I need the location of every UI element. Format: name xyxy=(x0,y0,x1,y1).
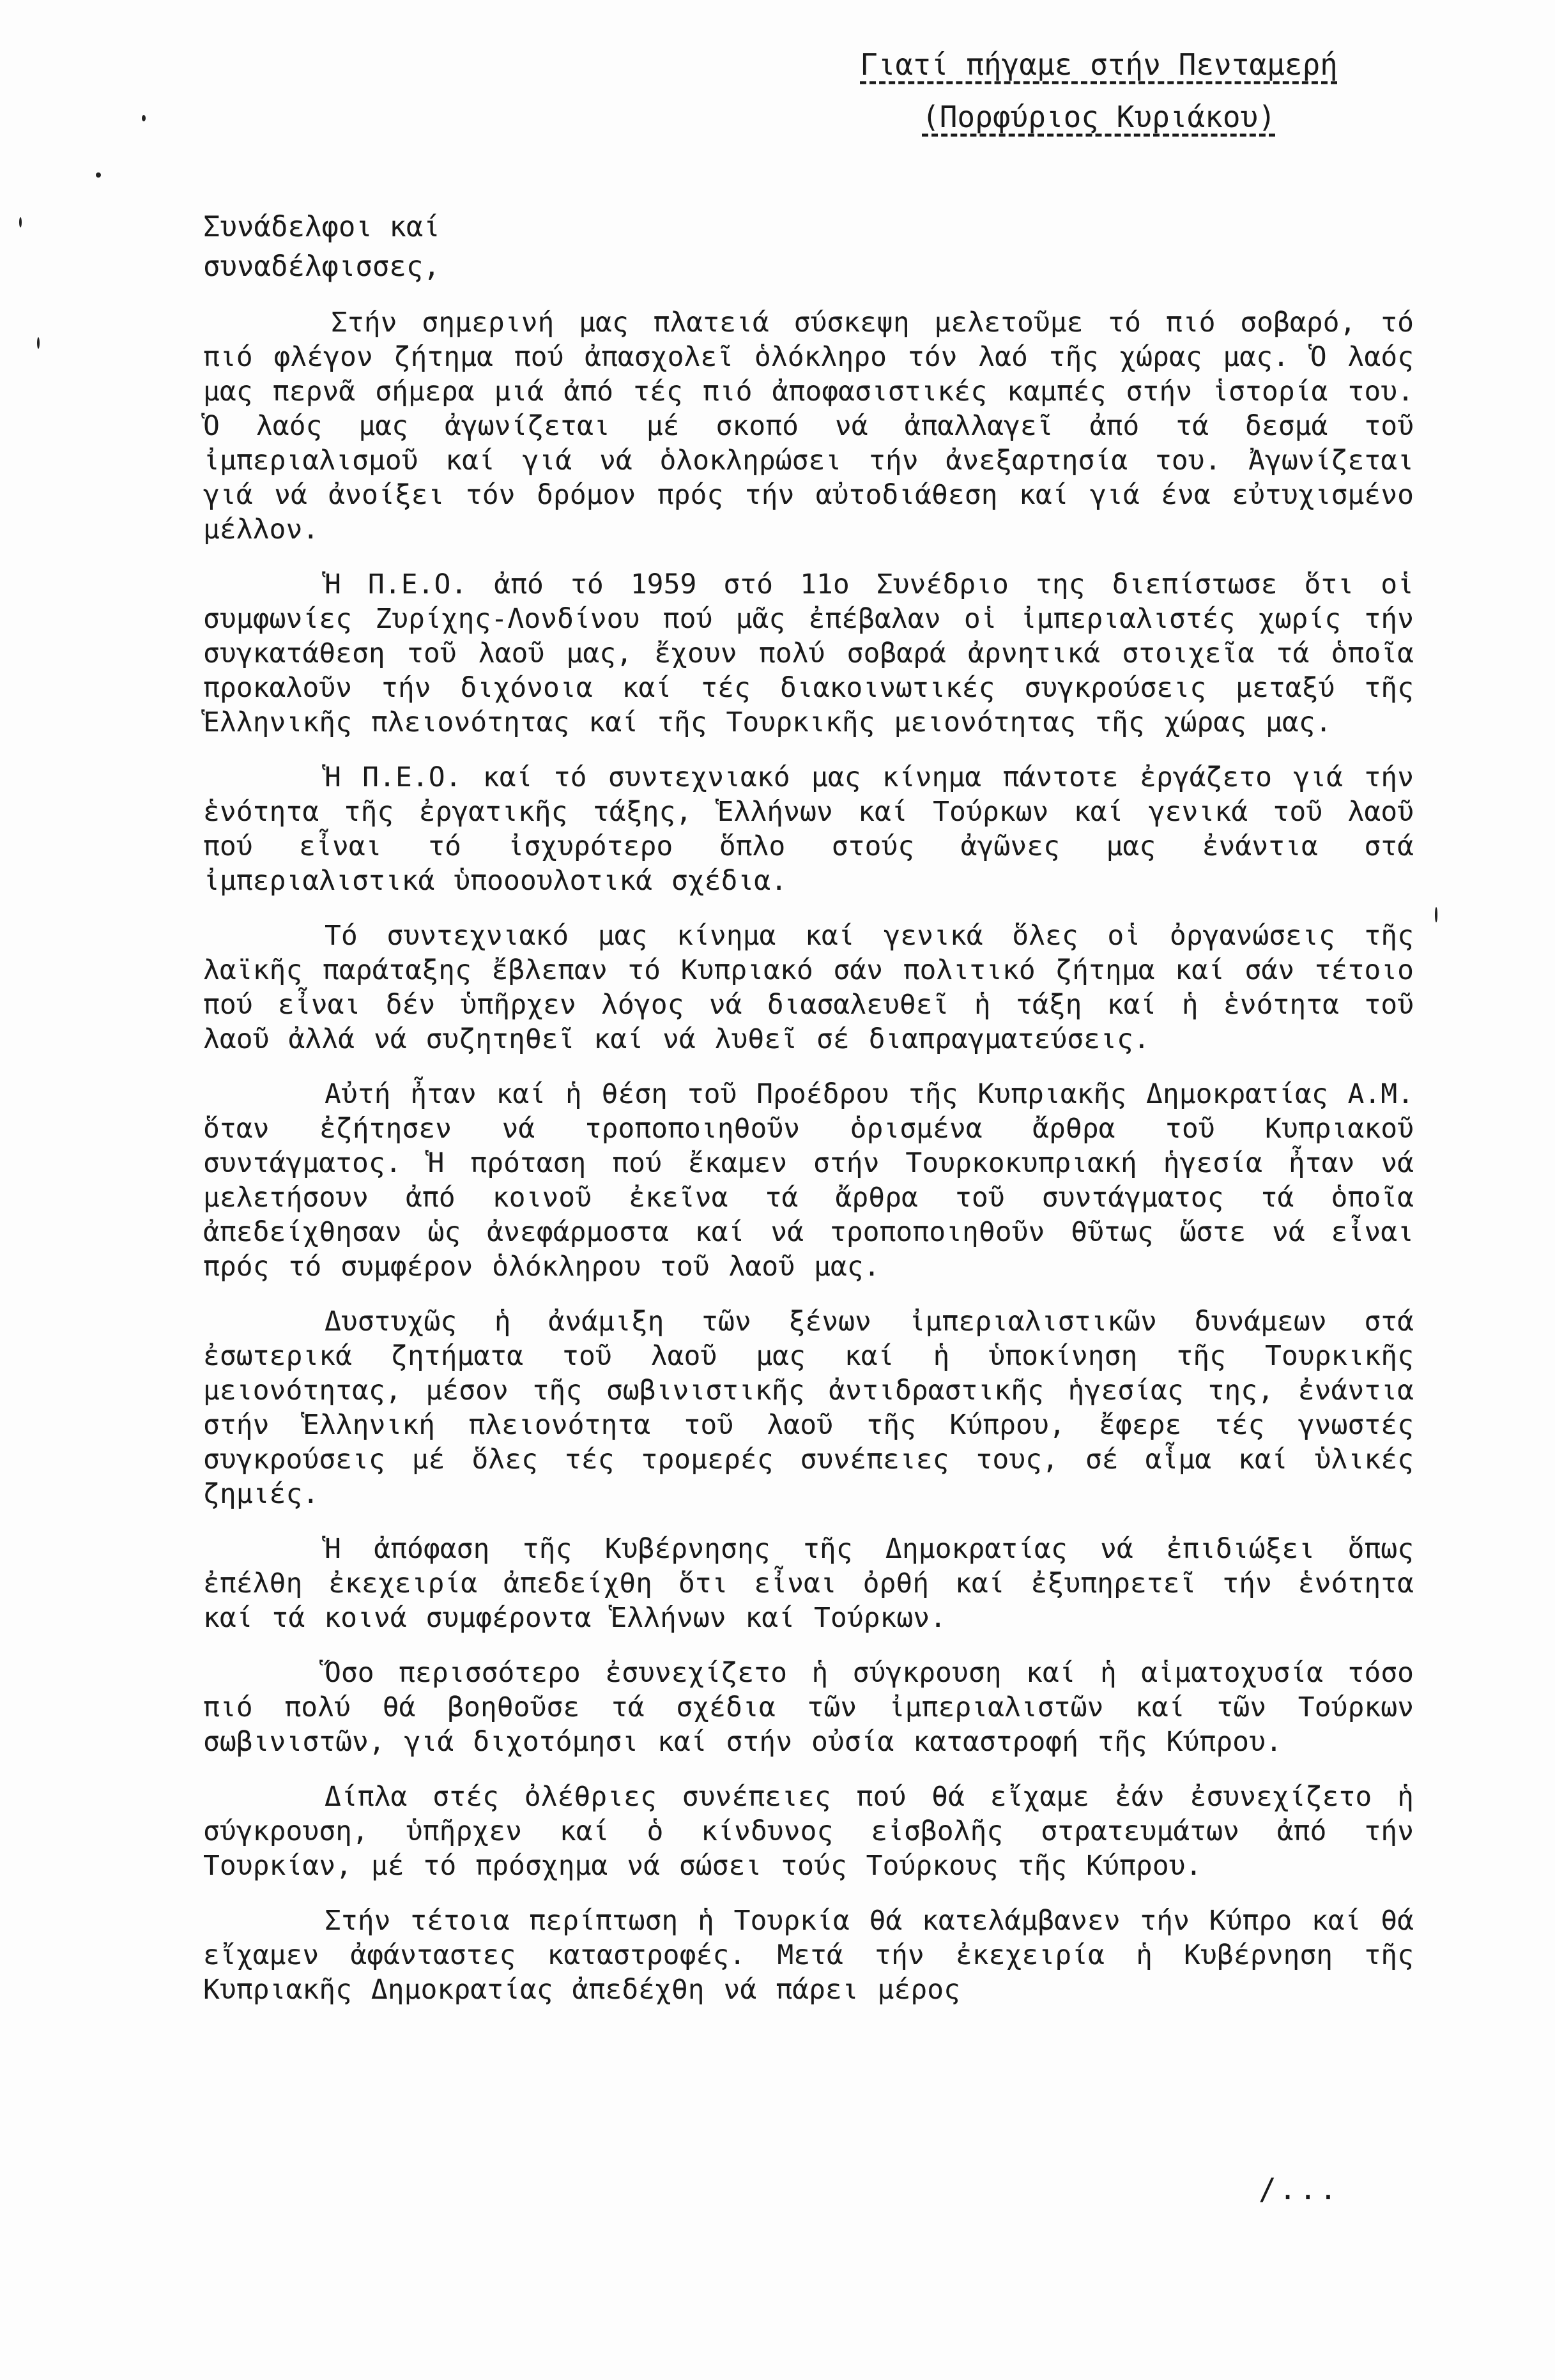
continuation-mark: /... xyxy=(1259,2172,1340,2206)
paragraph: Ἡ ἀπόφαση τῆς Κυβέρνησης τῆς Δημοκρατίας νά ἐπιδιώξει ὅπως ἐπέλθη ἐκεχειρία ἀπεδείχθη ὅτι εἶναι ὀρθή καί ἐξυπηρετεῖ τήν ἑνότητα καί τά κοινά συμφέροντα Ἑλλήνων καί Τούρκων. xyxy=(203,1533,1414,1634)
paragraph: Στήν σημερινή μας πλατειά σύσκεψη μελετοῦμε τό πιό σοβαρό, τό πιό φλέγον ζήτημα πού ἀπασχολεῖ ὁλόκληρο τόν λαό τῆς χώρας μας. Ὁ λαός μας περνᾶ σήμερα μιά ἀπό τές πιό ἀποφασιστικές καμπές στήν ἱστορία του. Ὁ λαός μας ἀγωνίζεται μέ σκοπό νά ἀπαλλαγεῖ ἀπό τά δεσμά τοῦ ἰμπεριαλισμοῦ καί γιά νά ὁλοκληρώσει τήν ἀνεξαρτησία του. Ἀγωνίζεται γιά νά ἀνοίξει τόν δρόμον πρός τήν αὐτοδιάθεση καί γιά ένα εὐτυχισμένο μέλλον. xyxy=(203,307,1414,545)
scan-speck xyxy=(1435,907,1437,922)
scan-speck xyxy=(37,337,40,349)
paragraph: Αὐτή ἦταν καί ἡ θέση τοῦ Προέδρου τῆς Κυπριακῆς Δημοκρατίας Α.Μ. ὅταν ἐζήτησεν νά τροποποιηθοῦν ὁρισμένα ἄρθρα τοῦ Κυπριακοῦ συντάγματος. Ἡ πρόταση πού ἔκαμεν στήν Τουρκοκυπριακή ἡγεσία ἦταν νά μελετήσουν ἀπό κοινοῦ ἐκεῖνα τά ἄρθρα τοῦ συντάγματος τά ὁποῖα ἀπεδείχθησαν ὡς ἀνεφάρμοστα καί νά τροποποιηθοῦν θῦτως ὥστε νά εἶναι πρός τό συμφέρον ὁλόκληρου τοῦ λαοῦ μας. xyxy=(203,1078,1414,1283)
paragraph: Ἡ Π.Ε.Ο. ἀπό τό 1959 στό 11ο Συνέδριο της διεπίστωσε ὅτι οἱ συμφωνίες Ζυρίχης-Λονδίνου πού μᾶς ἐπέβαλαν οἱ ἰμπεριαλιστές χωρίς τήν συγκατάθεση τοῦ λαοῦ μας, ἔχουν πολύ σοβαρά ἀρνητικά στοιχεῖα τά ὁποῖα προκαλοῦν τήν διχόνοια καί τές διακοινωτικές συγκρούσεις μεταξύ τῆς Ἑλληνικῆς πλειονότητας καί τῆς Τουρκικῆς μειονότητας τῆς χώρας μας. xyxy=(203,568,1414,738)
paragraph: Ὅσο περισσότερο ἐσυνεχίζετο ἡ σύγκρουση καί ἡ αἱματοχυσία τόσο πιό πολύ θά βοηθοῦσε τά σχέδια τῶν ἰμπεριαλιστῶν καί τῶν Τούρκων σωβινιστῶν, γιά διχοτόμησι καί στήν οὐσία καταστροφή τῆς Κύπρου. xyxy=(203,1657,1414,1758)
paragraph: Στήν τέτοια περίπτωση ἡ Τουρκία θά κατελάμβανεν τήν Κύπρο καί θά εἴχαμεν ἀφάνταστες καταστροφές. Μετά τήν ἐκεχειρία ἡ Κυβέρνηση τῆς Κυπριακῆς Δημοκρατίας ἀπεδέχθη νά πάρει μέρος xyxy=(203,1905,1414,2006)
scan-speck xyxy=(142,115,146,121)
paragraph: Τό συντεχνιακό μας κίνημα καί γενικά ὅλες οἱ ὀργανώσεις τῆς λαϊκῆς παράταξης ἔβλεπαν τό Κυπριακό σάν πολιτικό ζήτημα καί σάν τέτοιο πού εἶναι δέν ὑπῆρχεν λόγος νά διασαλευθεῖ ἡ τάξη καί ἡ ἑνότητα τοῦ λαοῦ ἀλλά νά συζητηθεῖ καί νά λυθεῖ σέ διαπραγματεύσεις. xyxy=(203,920,1414,1055)
scan-speck xyxy=(19,217,22,227)
paragraph: Δίπλα στές ὀλέθριες συνέπειες πού θά εἴχαμε ἐάν ἐσυνεχίζετο ἡ σύγκρουση, ὑπῆρχεν καί ὁ κίνδυνος εἰσβολῆς στρατευμάτων ἀπό τήν Τουρκίαν, μέ τό πρόσχημα νά σώσει τούς Τούρκους τῆς Κύπρου. xyxy=(203,1781,1414,1882)
title-block xyxy=(811,38,1386,143)
salutation-line: συναδέλφισσες, xyxy=(203,250,440,283)
paragraph: Δυστυχῶς ἡ ἀνάμιξη τῶν ξένων ἰμπεριαλιστικῶν δυνάμεων στά ἐσωτερικά ζητήματα τοῦ λαοῦ μας καί ἡ ὑποκίνηση τῆς Τουρκικῆς μειονότητας, μέσον τῆς σωβινιστικῆς ἀντιδραστικῆς ἡγεσίας της, ἐνάντια στήν Ἑλληνική πλειονότητα τοῦ λαοῦ τῆς Κύπρου, ἔφερε τές γνωστές συγκρούσεις μέ ὅλες τές τρομερές συνέπειες τους, σέ αἷμα καί ὑλικές ζημιές. xyxy=(203,1306,1414,1510)
paragraph: Ἡ Π.Ε.Ο. καί τό συντεχνιακό μας κίνημα πάντοτε ἐργάζετο γιά τήν ἑνότητα τῆς ἐργατικῆς τάξης, Ἑλλήνων καί Τούρκων καί γενικά τοῦ λαοῦ πού εἶναι τό ἰσχυρότερο ὅπλο στούς ἀγῶνες μας ἐνάντια στά ἰμπεριαλιστικά ὑποοουλοτικά σχέδια. xyxy=(203,761,1414,897)
scan-speck xyxy=(96,172,101,178)
document-title: Γιατί πήγαμε στήν Πενταμερή xyxy=(860,47,1338,82)
document-author: (Πορφύριος Κυριάκου) xyxy=(922,100,1276,134)
salutation-line: Συνάδελφοι καί xyxy=(203,211,440,243)
salutation xyxy=(203,208,440,287)
letter-body xyxy=(203,305,1414,2027)
